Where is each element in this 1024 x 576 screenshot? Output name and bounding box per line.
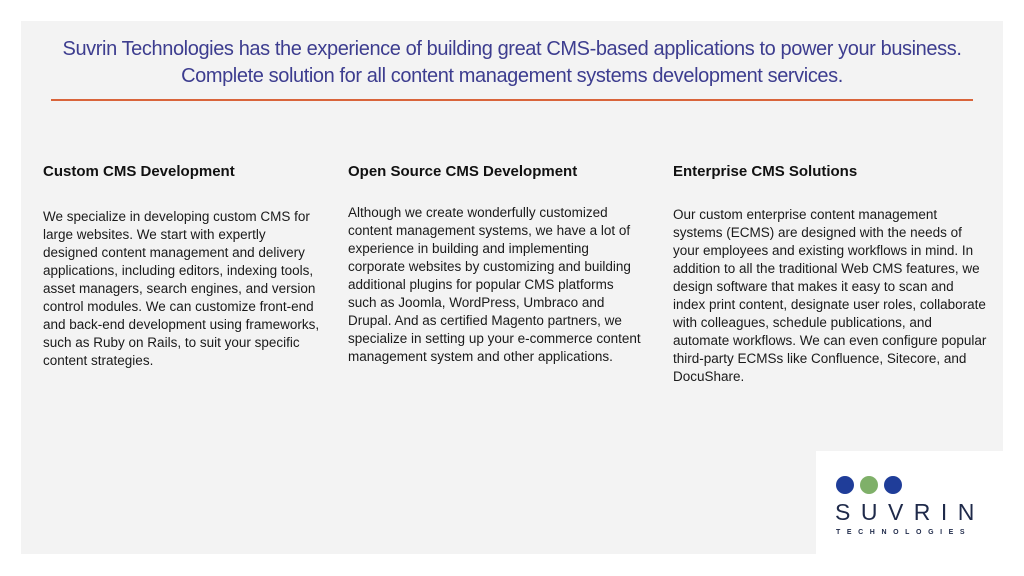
logo-wordmark: SUVRIN (835, 499, 985, 525)
headline-divider (51, 99, 973, 101)
logo-tagline: TECHNOLOGIES (836, 529, 972, 536)
column-title: Open Source CMS Development (348, 163, 578, 180)
headline: Suvrin Technologies has the experience of building great CMS-based applications to power your business. Complete solution for all content management systems development services. (62, 38, 962, 87)
logo-dot-icon (884, 476, 902, 494)
column-title: Enterprise CMS Solutions (673, 163, 858, 180)
logo-dot-icon (860, 476, 878, 494)
column-body: Although we create wonderfully customized content management systems, we have a lot of experience in building and implementing corporate websites by customizing and building additional plugins for popular CMS platforms such as Joomla, WordPress, Umbraco and Drupal. And as certified Magento partners, we specialize in setting up your e-commerce content management system and other applications. (348, 205, 641, 364)
column-body: Our custom enterprise content management systems (ECMS) are designed with the needs of your employees and existing workflows in mind. In addition to all the traditional Web CMS features, we design software that makes it easy to scan and index print content, designate user roles, collaborate with colleagues, schedule publications, and automate workflows. We can even configure popular third-party ECMSs like Confluence, Sitecore, and DocuShare. (673, 207, 987, 384)
logo-dot-icon (836, 476, 854, 494)
company-logo (816, 451, 1024, 576)
column-body: We specialize in developing custom CMS for large websites. We start with expertly designed content management and delivery applications, including editors, indexing tools, asset managers, search engines, and version control modules. We can customize front-end and back-end development using frameworks, such as Ruby on Rails, to suit your specific content strategies. (43, 209, 320, 368)
column-title: Custom CMS Development (43, 163, 235, 180)
